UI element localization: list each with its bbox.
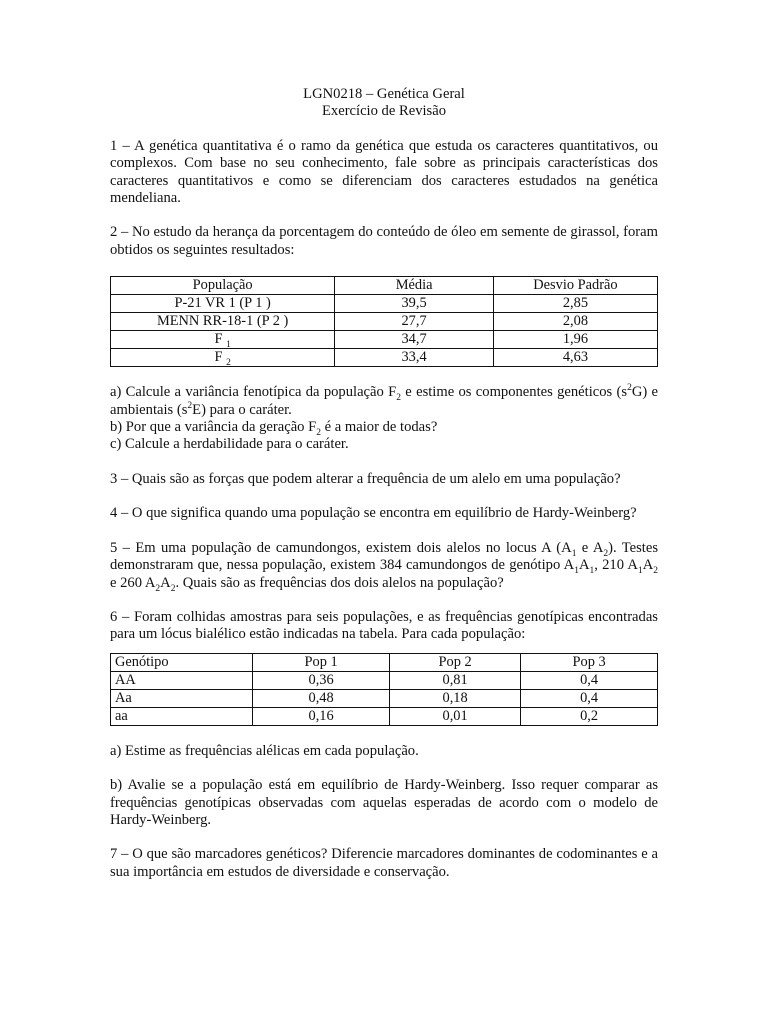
column-header-pop3: Pop 3: [521, 653, 658, 671]
course-title: LGN0218 – Genética Geral: [303, 86, 465, 102]
mean-cell: 27,7: [335, 313, 494, 331]
table-row: [111, 707, 658, 725]
table-row: [111, 689, 658, 707]
population-cell: F $_1$: [111, 331, 335, 349]
frequency-cell: 0,36: [253, 671, 390, 689]
question-1: 1 – A genética quantitativa é o ramo da genética que estuda os caracteres quantitativos, ou complexos. Com base no seu conhecimento, fale sobre as principais características dos caracteres quantitativos e como se diferenciam dos caracteres estudados na genética mendeliana.: [110, 137, 658, 207]
question-4: 4 – O que significa quando uma população se encontra em equilíbrio de Hardy-Weinberg?: [110, 505, 637, 522]
table-row: [111, 331, 658, 349]
oil-content-table: [110, 276, 658, 367]
question-2-intro: 2 – No estudo da herança da porcentagem do conteúdo de óleo em semente de girassol, foram obtidos os seguintes resultados:: [110, 224, 658, 258]
column-header-pop1: Pop 1: [253, 653, 390, 671]
question-6-intro: 6 – Foram colhidas amostras para seis populações, e as frequências genotípicas encontradas para um lócus bialélico estão indicadas na tabela. Para cada população:: [110, 608, 658, 643]
question-2a: a) Calcule a variância fenotípica da população $F_2$ e estime os componentes genéticos $(s^2G)$ e ambientais $(s^2E)$ para o caráter.: [110, 383, 658, 418]
column-header-std-dev: Desvio Padrão: [493, 277, 657, 295]
genotype-cell: aa: [111, 707, 253, 725]
question-2c: c) Calcule a herdabilidade para o caráter.: [110, 436, 349, 453]
mean-cell: 33,4: [335, 349, 494, 367]
column-header-population: População: [111, 277, 335, 295]
document-page: [110, 86, 658, 881]
population-cell: P-21 VR 1 (P 1 ): [111, 295, 335, 313]
table-row: [111, 295, 658, 313]
question-5: 5 – Em uma população de camundongos, existem dois alelos no locus A ($A_1$ e $A_2$). Testes demonstraram que, nessa população, existem 384 camundongos de genótipo $A_1A_1$, 210 $A_1A_2$ e 260 $A_2A_2$. Quais são as frequências dos dois alelos na população?: [110, 539, 659, 594]
frequency-cell: 0,81: [389, 671, 520, 689]
column-header-pop2: Pop 2: [389, 653, 520, 671]
genotype-frequency-table: [110, 653, 658, 726]
std-dev-cell: 2,08: [493, 313, 657, 331]
question-3: 3 – Quais são as forças que podem alterar a frequência de um alelo em uma população?: [110, 470, 621, 487]
table-row: [111, 671, 658, 689]
question-2b: b) Por que a variância da geração $F_2$ é a maior de todas?: [110, 419, 438, 438]
frequency-cell: 0,2: [521, 707, 658, 725]
column-header-mean: Média: [335, 277, 494, 295]
frequency-cell: 0,18: [389, 689, 520, 707]
question-6a: a) Estime as frequências alélicas em cada população.: [110, 742, 419, 759]
std-dev-cell: 1,96: [493, 331, 657, 349]
exercise-subtitle: Exercício de Revisão: [322, 103, 446, 120]
table-header-row: [111, 277, 658, 295]
std-dev-cell: 2,85: [493, 295, 657, 313]
population-cell: MENN RR-18-1 (P 2 ): [111, 313, 335, 331]
column-header-genotype: Genótipo: [111, 653, 253, 671]
mean-cell: 34,7: [335, 331, 494, 349]
question-7: 7 – O que são marcadores genéticos? Diferencie marcadores dominantes de codominantes e a sua importância em estudos de diversidade e conservação.: [110, 846, 658, 880]
population-cell: F $_2$: [111, 349, 335, 367]
genotype-cell: Aa: [111, 689, 253, 707]
frequency-cell: 0,48: [253, 689, 390, 707]
table-header-row: [111, 653, 658, 671]
frequency-cell: 0,16: [253, 707, 390, 725]
frequency-cell: 0,4: [521, 689, 658, 707]
table-row: [111, 349, 658, 367]
frequency-cell: 0,01: [389, 707, 520, 725]
genotype-cell: AA: [111, 671, 253, 689]
table-row: [111, 313, 658, 331]
mean-cell: 39,5: [335, 295, 494, 313]
question-6b: b) Avalie se a população está em equilíbrio de Hardy-Weinberg. Isso requer comparar as frequências genotípicas observadas com aquelas esperadas de acordo com o modelo de Hardy-Weinberg.: [110, 777, 658, 828]
std-dev-cell: 4,63: [493, 349, 657, 367]
frequency-cell: 0,4: [521, 671, 658, 689]
